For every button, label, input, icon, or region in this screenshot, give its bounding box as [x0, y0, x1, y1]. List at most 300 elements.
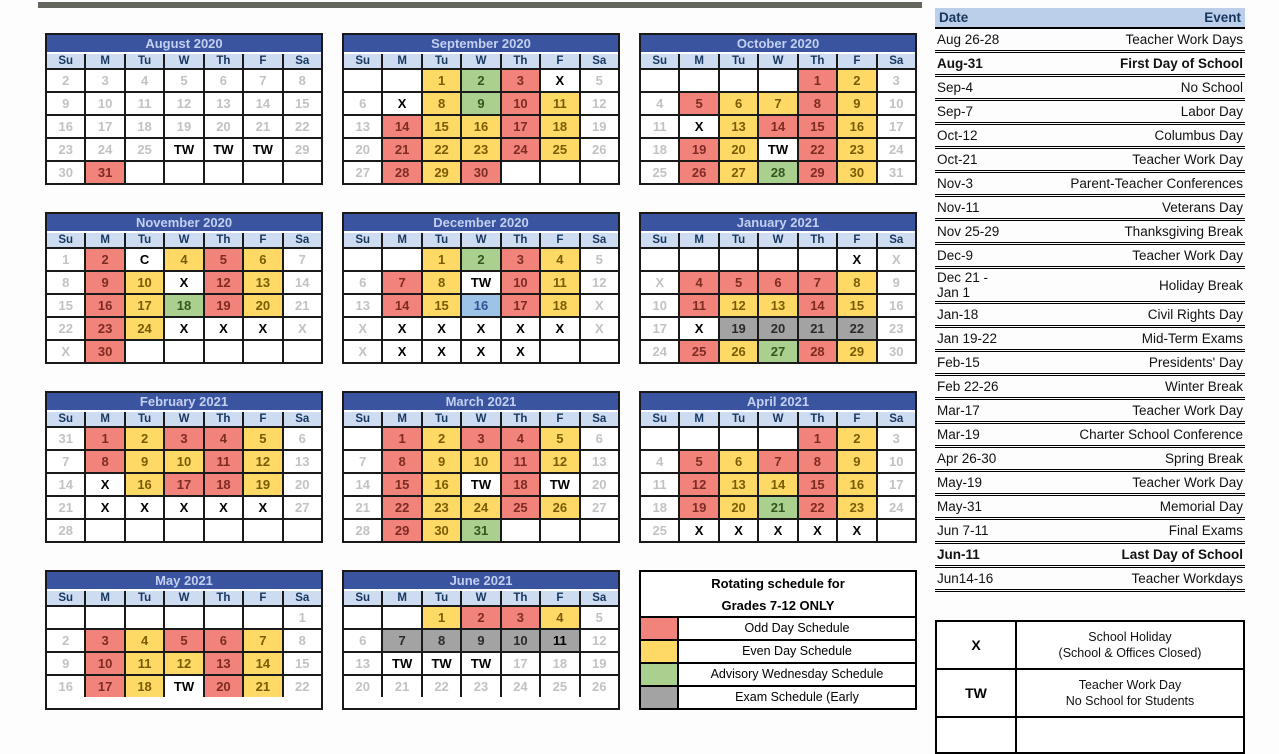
weekday-header: W	[759, 233, 796, 247]
event-row	[935, 448, 1245, 472]
day-cell: 19	[205, 295, 242, 316]
day-cell: 23	[423, 497, 460, 518]
day-cell	[759, 249, 796, 270]
day-cell: 24	[641, 341, 678, 362]
weekday-header: Th	[205, 54, 242, 68]
day-cell: 20	[284, 474, 321, 495]
day-cell: 7	[244, 630, 281, 651]
day-cell: 9	[86, 272, 123, 293]
day-cell: 26	[720, 341, 757, 362]
weekday-header: Sa	[581, 591, 618, 605]
day-cell: X	[284, 318, 321, 339]
weekday-header: W	[165, 233, 202, 247]
day-cell: 4	[165, 249, 202, 270]
weekday-header: W	[165, 591, 202, 605]
weekday-header: F	[244, 412, 281, 426]
day-cell: 5	[720, 272, 757, 293]
day-cell: X	[205, 318, 242, 339]
day-cell: 20	[205, 676, 242, 697]
holiday-legend-row	[937, 622, 1243, 670]
day-cell: 18	[502, 474, 539, 495]
month-grid	[47, 591, 321, 697]
day-cell	[244, 341, 281, 362]
weekday-header: F	[541, 591, 578, 605]
day-cell: 10	[126, 272, 163, 293]
day-cell: 17	[502, 653, 539, 674]
event-row	[935, 424, 1245, 448]
day-cell: 28	[759, 162, 796, 183]
day-cell: 13	[244, 272, 281, 293]
day-cell: 13	[344, 295, 381, 316]
day-cell: 13	[720, 116, 757, 137]
day-cell	[799, 249, 836, 270]
day-cell: 21	[284, 295, 321, 316]
day-cell: 31	[47, 428, 84, 449]
day-cell: 24	[126, 318, 163, 339]
day-cell: TW	[423, 653, 460, 674]
day-cell: 24	[502, 139, 539, 160]
day-cell: X	[502, 318, 539, 339]
month-title: February 2021	[47, 393, 321, 412]
legend-description-line: School Holiday	[1088, 629, 1172, 644]
day-cell: 23	[878, 318, 915, 339]
day-cell: 6	[344, 93, 381, 114]
event-row	[935, 197, 1245, 221]
day-cell	[244, 162, 281, 183]
day-cell: 5	[680, 451, 717, 472]
day-cell: 18	[641, 139, 678, 160]
event-name: Parent-Teacher Conferences	[1070, 176, 1243, 191]
day-cell: 14	[383, 295, 420, 316]
weekday-header: F	[838, 412, 875, 426]
weekday-header: Tu	[720, 412, 757, 426]
day-cell: 22	[423, 676, 460, 697]
day-cell: 29	[284, 139, 321, 160]
weekday-header: W	[165, 54, 202, 68]
day-cell	[383, 70, 420, 91]
month-title: December 2020	[344, 214, 618, 233]
day-cell: 10	[502, 630, 539, 651]
day-cell: 4	[641, 451, 678, 472]
weekday-header: W	[462, 54, 499, 68]
day-cell	[205, 607, 242, 628]
month-title: March 2021	[344, 393, 618, 412]
day-cell	[720, 249, 757, 270]
day-cell: 26	[581, 139, 618, 160]
day-cell	[284, 520, 321, 541]
day-cell: 6	[205, 630, 242, 651]
day-cell: 12	[581, 272, 618, 293]
legend-description-line: No School for Students	[1065, 694, 1195, 708]
day-cell	[244, 520, 281, 541]
day-cell: 11	[641, 474, 678, 495]
day-cell: 19	[680, 139, 717, 160]
day-cell: 8	[423, 93, 460, 114]
day-cell: X	[344, 341, 381, 362]
day-cell: 20	[759, 318, 796, 339]
day-cell	[205, 162, 242, 183]
day-cell: 20	[720, 497, 757, 518]
month-grid	[47, 233, 321, 362]
day-cell: X	[423, 318, 460, 339]
day-cell: 30	[462, 162, 499, 183]
day-cell: 23	[838, 497, 875, 518]
day-cell: 6	[581, 428, 618, 449]
day-cell	[581, 520, 618, 541]
day-cell: TW	[244, 139, 281, 160]
day-cell: 13	[759, 295, 796, 316]
day-cell: 2	[838, 70, 875, 91]
day-cell: X	[86, 497, 123, 518]
day-cell: 1	[284, 607, 321, 628]
day-cell: 22	[284, 116, 321, 137]
day-cell: 3	[878, 70, 915, 91]
event-row	[935, 221, 1245, 245]
month-november-2020	[45, 212, 323, 364]
event-date: Feb-15	[937, 355, 980, 370]
weekday-header: Th	[502, 591, 539, 605]
day-cell: 9	[462, 93, 499, 114]
weekday-header: F	[244, 591, 281, 605]
day-cell: 5	[165, 630, 202, 651]
day-cell: 2	[126, 428, 163, 449]
month-grid	[47, 54, 321, 183]
weekday-header: W	[165, 412, 202, 426]
day-cell: 11	[641, 116, 678, 137]
weekday-header: F	[541, 412, 578, 426]
day-cell: 15	[47, 295, 84, 316]
day-cell: 16	[462, 295, 499, 316]
weekday-header: F	[838, 233, 875, 247]
day-cell	[383, 607, 420, 628]
day-cell: 8	[799, 451, 836, 472]
adv-color-swatch	[641, 664, 679, 685]
event-name: Teacher Workdays	[1131, 571, 1243, 586]
day-cell: 23	[838, 139, 875, 160]
day-cell: X	[581, 318, 618, 339]
day-cell: 6	[720, 93, 757, 114]
event-date: Sep-7	[937, 104, 974, 119]
weekday-header: Su	[344, 54, 381, 68]
holiday-legend-row	[937, 718, 1243, 752]
day-cell: 19	[680, 497, 717, 518]
day-cell: 14	[244, 93, 281, 114]
month-grid	[344, 54, 618, 183]
day-cell: 27	[284, 497, 321, 518]
day-cell: 24	[878, 497, 915, 518]
event-name: Holiday Break	[1158, 277, 1243, 293]
day-cell: 15	[284, 653, 321, 674]
day-cell: 11	[205, 451, 242, 472]
month-grid	[47, 412, 321, 541]
day-cell: 2	[462, 607, 499, 628]
day-cell: 4	[541, 249, 578, 270]
legend-row-odd	[641, 616, 915, 639]
rotating-legend-title: Rotating schedule for	[711, 576, 845, 591]
day-cell: 11	[541, 93, 578, 114]
day-cell: 2	[462, 249, 499, 270]
holiday-legend	[935, 620, 1245, 754]
day-cell: 26	[541, 497, 578, 518]
month-title: October 2020	[641, 35, 915, 54]
day-cell: X	[799, 520, 836, 541]
day-cell: 6	[344, 630, 381, 651]
day-cell: X	[502, 341, 539, 362]
day-cell: 18	[541, 116, 578, 137]
events-header	[935, 8, 1245, 29]
legend-description-line: Teacher Work Day	[1078, 677, 1182, 692]
day-cell: 27	[344, 162, 381, 183]
event-date: Oct-21	[937, 152, 978, 167]
event-date: Oct-12	[937, 128, 978, 143]
legend-mark: TW	[937, 670, 1017, 716]
day-cell: 25	[641, 520, 678, 541]
day-cell: 28	[344, 520, 381, 541]
event-row	[935, 245, 1245, 269]
day-cell: 29	[799, 162, 836, 183]
weekday-header: Sa	[581, 233, 618, 247]
day-cell: 11	[126, 93, 163, 114]
day-cell: 12	[165, 653, 202, 674]
day-cell: 7	[759, 451, 796, 472]
day-cell	[641, 70, 678, 91]
weekday-header: Sa	[284, 233, 321, 247]
month-title: August 2020	[47, 35, 321, 54]
month-april-2021	[639, 391, 917, 543]
day-cell	[344, 70, 381, 91]
day-cell: 8	[284, 70, 321, 91]
weekday-header: Th	[205, 591, 242, 605]
day-cell: 21	[344, 497, 381, 518]
day-cell: 31	[86, 162, 123, 183]
weekday-header: M	[383, 591, 420, 605]
day-cell	[680, 249, 717, 270]
legend-label: Even Day Schedule	[742, 644, 852, 658]
weekday-header: F	[244, 54, 281, 68]
day-cell: 23	[47, 139, 84, 160]
month-grid	[344, 412, 618, 541]
day-cell: 8	[284, 630, 321, 651]
weekday-header: M	[86, 233, 123, 247]
day-cell: X	[680, 520, 717, 541]
weekday-header: Su	[641, 412, 678, 426]
month-grid	[641, 54, 915, 183]
day-cell: 31	[878, 162, 915, 183]
weekday-header: Su	[47, 591, 84, 605]
event-row	[935, 352, 1245, 376]
legend-row-exam	[641, 685, 915, 708]
day-cell: 7	[284, 249, 321, 270]
day-cell: 8	[799, 93, 836, 114]
weekday-header: Sa	[878, 54, 915, 68]
day-cell: 4	[205, 428, 242, 449]
day-cell: X	[680, 318, 717, 339]
day-cell: 16	[423, 474, 460, 495]
day-cell: 17	[878, 474, 915, 495]
day-cell: 1	[86, 428, 123, 449]
day-cell: 11	[502, 451, 539, 472]
day-cell: TW	[165, 139, 202, 160]
day-cell: 8	[423, 272, 460, 293]
event-row	[935, 376, 1245, 400]
day-cell: 1	[423, 607, 460, 628]
day-cell	[126, 607, 163, 628]
day-cell: 3	[502, 70, 539, 91]
event-row	[935, 496, 1245, 520]
day-cell: 8	[47, 272, 84, 293]
day-cell: 9	[47, 93, 84, 114]
event-row	[935, 77, 1245, 101]
legend-label: Exam Schedule (Early	[735, 690, 859, 704]
day-cell: 10	[641, 295, 678, 316]
event-date: May-31	[937, 499, 983, 514]
events-list	[935, 29, 1245, 592]
day-cell: X	[383, 93, 420, 114]
day-cell: X	[47, 341, 84, 362]
day-cell: 1	[47, 249, 84, 270]
day-cell: 23	[86, 318, 123, 339]
event-name: Charter School Conference	[1079, 427, 1243, 442]
day-cell: 16	[878, 295, 915, 316]
day-cell: X	[462, 341, 499, 362]
weekday-header: W	[462, 412, 499, 426]
weekday-header: Su	[47, 412, 84, 426]
day-cell	[205, 520, 242, 541]
day-cell: 8	[838, 272, 875, 293]
month-may-2021	[45, 570, 323, 710]
weekday-header: M	[680, 233, 717, 247]
weekday-header: F	[541, 233, 578, 247]
weekday-header: Tu	[126, 233, 163, 247]
day-cell	[759, 428, 796, 449]
day-cell: 13	[284, 451, 321, 472]
day-cell: 15	[284, 93, 321, 114]
day-cell: 25	[680, 341, 717, 362]
day-cell: 22	[47, 318, 84, 339]
event-date: Jun 7-11	[937, 523, 989, 538]
day-cell: TW	[383, 653, 420, 674]
day-cell	[720, 70, 757, 91]
event-date: Mar-17	[937, 403, 980, 418]
weekday-header: Tu	[126, 412, 163, 426]
day-cell: 20	[244, 295, 281, 316]
legend-description	[1017, 622, 1243, 668]
event-date: Sep-4	[937, 80, 974, 95]
day-cell: 10	[878, 93, 915, 114]
day-cell: 1	[799, 428, 836, 449]
event-date: Aug-31	[937, 56, 983, 71]
day-cell: 20	[581, 474, 618, 495]
legend-row-adv	[641, 662, 915, 685]
day-cell: 21	[47, 497, 84, 518]
day-cell: 4	[502, 428, 539, 449]
day-cell: 14	[344, 474, 381, 495]
event-name: Final Exams	[1168, 523, 1243, 538]
day-cell: 22	[799, 139, 836, 160]
day-cell	[581, 162, 618, 183]
day-cell: 25	[541, 139, 578, 160]
day-cell: 23	[462, 676, 499, 697]
weekday-header: Th	[502, 54, 539, 68]
day-cell: 13	[720, 474, 757, 495]
event-date: Jun14-16	[937, 571, 994, 586]
event-name: Teacher Work Day	[1132, 152, 1243, 167]
legend-label: Odd Day Schedule	[744, 621, 850, 635]
day-cell: 18	[165, 295, 202, 316]
day-cell	[126, 341, 163, 362]
day-cell: 18	[541, 295, 578, 316]
day-cell: 14	[284, 272, 321, 293]
day-cell: 1	[423, 70, 460, 91]
day-cell: TW	[462, 474, 499, 495]
day-cell: 24	[462, 497, 499, 518]
day-cell: 17	[502, 295, 539, 316]
weekday-header: M	[383, 54, 420, 68]
day-cell: 7	[344, 451, 381, 472]
event-row	[935, 125, 1245, 149]
day-cell: 12	[720, 295, 757, 316]
day-cell	[759, 70, 796, 91]
weekday-header: M	[383, 233, 420, 247]
holiday-legend-row	[937, 670, 1243, 718]
day-cell: 3	[165, 428, 202, 449]
day-cell: X	[244, 318, 281, 339]
weekday-header: Tu	[720, 54, 757, 68]
event-name: Teacher Work Days	[1125, 32, 1243, 47]
day-cell: 2	[838, 428, 875, 449]
day-cell: 5	[244, 428, 281, 449]
day-cell: 30	[878, 341, 915, 362]
day-cell: 9	[423, 451, 460, 472]
day-cell: TW	[462, 272, 499, 293]
day-cell: 21	[383, 676, 420, 697]
day-cell: 15	[383, 474, 420, 495]
day-cell: 10	[878, 451, 915, 472]
weekday-header: Th	[799, 233, 836, 247]
day-cell	[165, 607, 202, 628]
event-name: Civil Rights Day	[1147, 307, 1243, 322]
day-cell: 20	[344, 139, 381, 160]
weekday-header: Sa	[581, 54, 618, 68]
day-cell: 22	[284, 676, 321, 697]
event-name: Mid-Term Exams	[1141, 331, 1243, 346]
event-date: Aug 26-28	[937, 32, 1000, 47]
day-cell: 9	[878, 272, 915, 293]
month-december-2020	[342, 212, 620, 364]
event-name: No School	[1180, 80, 1243, 95]
weekday-header: Su	[641, 233, 678, 247]
day-cell: 17	[502, 116, 539, 137]
day-cell	[878, 520, 915, 541]
day-cell: 5	[581, 249, 618, 270]
day-cell: 12	[541, 451, 578, 472]
day-cell: X	[838, 249, 875, 270]
weekday-header: Tu	[423, 591, 460, 605]
event-date: Mar-19	[937, 427, 980, 442]
day-cell: 25	[126, 139, 163, 160]
day-cell: 18	[126, 116, 163, 137]
day-cell	[165, 341, 202, 362]
day-cell: 15	[423, 295, 460, 316]
event-row	[935, 472, 1245, 496]
day-cell	[680, 70, 717, 91]
day-cell: 3	[878, 428, 915, 449]
day-cell: 24	[878, 139, 915, 160]
calendar-grid	[45, 33, 917, 710]
event-name: Teacher Work Day	[1132, 475, 1243, 490]
event-row	[935, 544, 1245, 568]
weekday-header: Tu	[720, 233, 757, 247]
